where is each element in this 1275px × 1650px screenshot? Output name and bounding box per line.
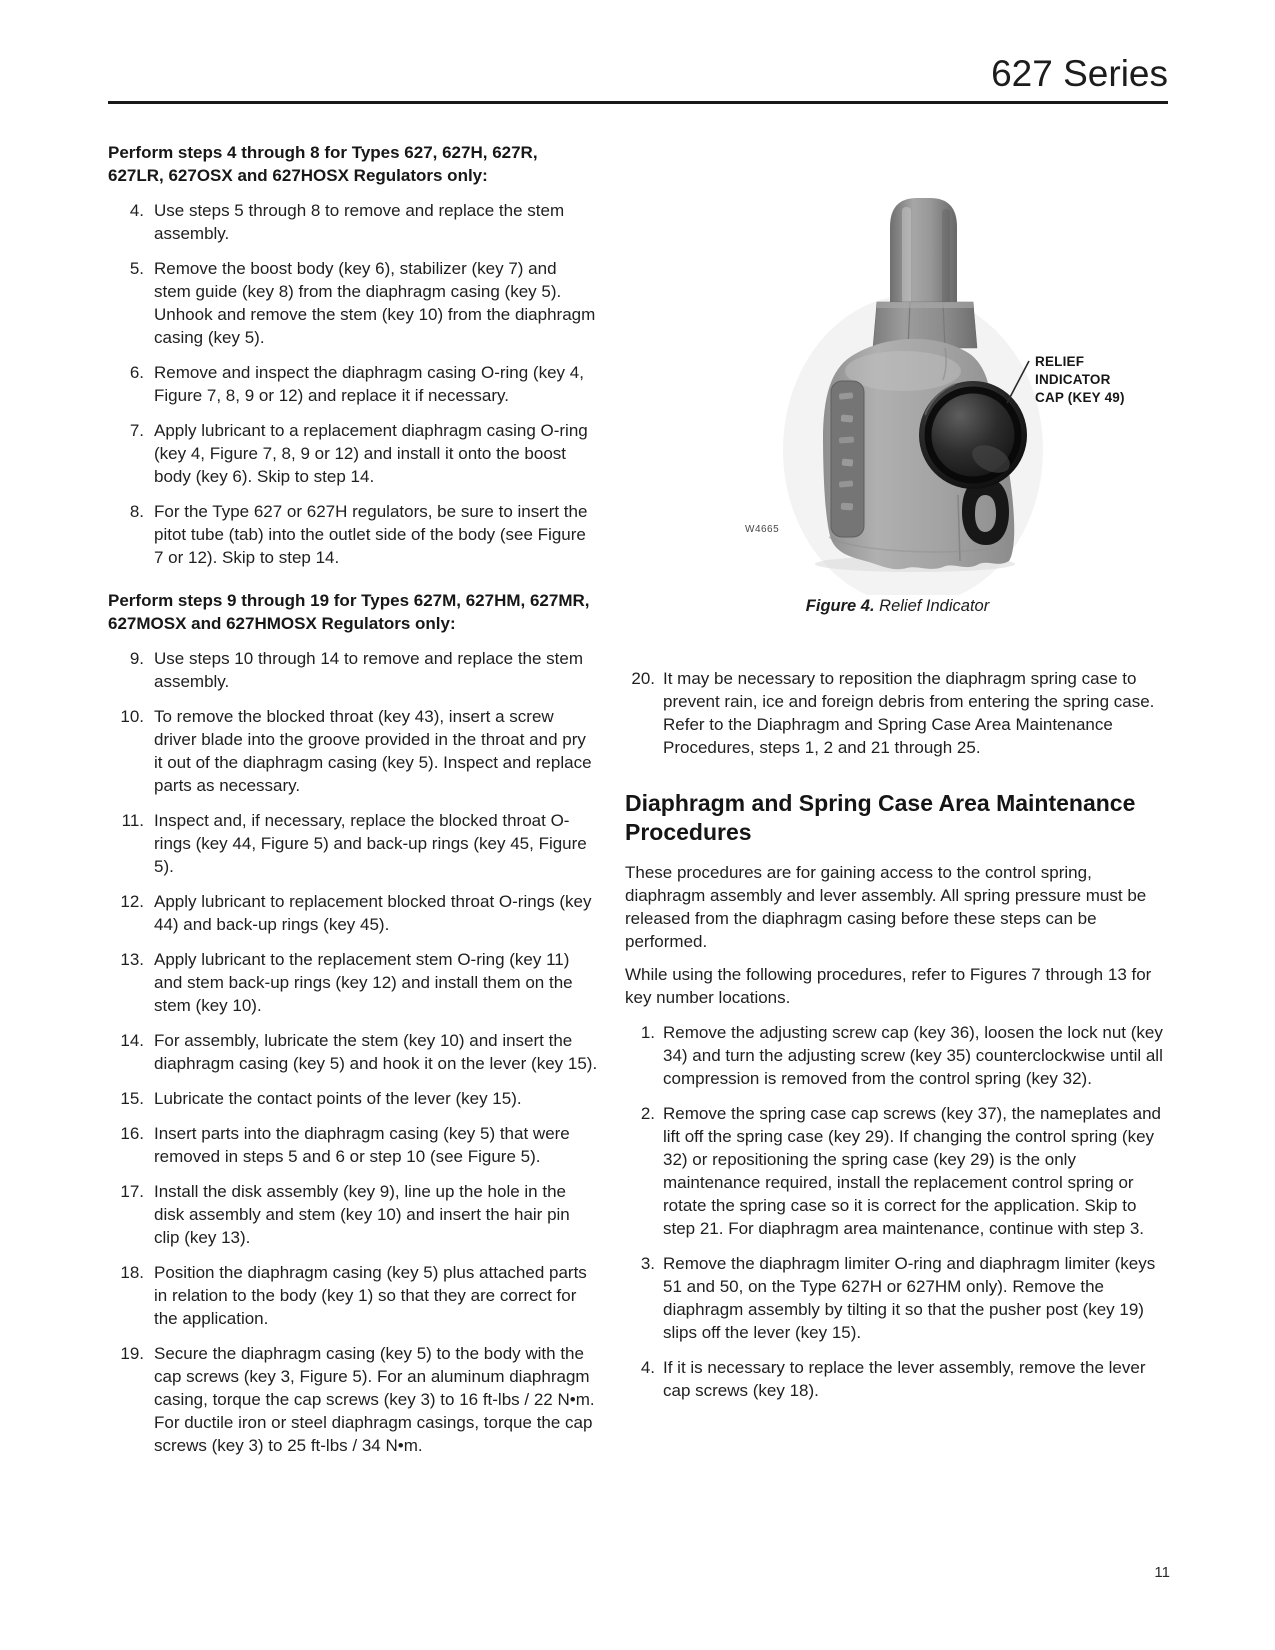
step-text: Inspect and, if necessary, replace the blocked throat O-rings (key 44, Figure 5) and back-up rings (key 45, Figure 5). xyxy=(154,811,587,876)
step-text: Remove and inspect the diaphragm casing O-ring (key 4, Figure 7, 8, 9 or 12) and replace it if necessary. xyxy=(154,363,584,405)
step-number: 20. xyxy=(631,669,655,688)
group-heading-a: Perform steps 4 through 8 for Types 627, 627H, 627R, 627LR, 627OSX and 627HOSX Regulators only: xyxy=(108,143,538,185)
step-text: If it is necessary to replace the lever assembly, remove the lever cap screws (key 18). xyxy=(663,1358,1146,1400)
callout-line: CAP (KEY 49) xyxy=(1035,390,1125,405)
embossed-strip xyxy=(831,381,864,537)
step-text: To remove the blocked throat (key 43), insert a screw driver blade into the groove provided in the throat and pry it out of the diaphragm casing (key 5). Inspect and replace parts as necessary. xyxy=(154,707,592,795)
section-paragraph-2: While using the following procedures, refer to Figures 7 through 13 for key number locations. xyxy=(625,965,1152,1007)
step-number: 13. xyxy=(120,950,144,969)
list-item xyxy=(108,809,598,878)
photo-reference-code: W4665 xyxy=(745,524,780,535)
step-number: 10. xyxy=(120,707,144,726)
valve-stem xyxy=(890,198,957,310)
list-item xyxy=(108,1087,598,1110)
step-20-list xyxy=(625,667,1170,759)
step-text: For assembly, lubricate the stem (key 10) and insert the diaphragm casing (key 5) and hook it on the lever (key 15). xyxy=(154,1031,598,1073)
list-item xyxy=(108,1180,598,1249)
step-text: Remove the spring case cap screws (key 37), the nameplates and lift off the spring case (key 29). If changing the control spring (key 32) or repositioning the spring case (key 29) is the only maintenance required, install the replacement control spring or rotate the spring case so it is correct for the application. Skip to step 21. For diaphragm area maintenance, continue with step 3. xyxy=(663,1104,1161,1238)
list-item xyxy=(625,1102,1170,1240)
list-item xyxy=(108,361,598,407)
group-heading-b: Perform steps 9 through 19 for Types 627M, 627HM, 627MR, 627MOSX and 627HMOSX Regulators only: xyxy=(108,591,590,633)
step-number: 2. xyxy=(640,1104,655,1123)
step-number: 6. xyxy=(129,363,144,382)
right-column xyxy=(625,165,1170,1402)
list-item xyxy=(108,1261,598,1330)
step-text: Insert parts into the diaphragm casing (key 5) that were removed in steps 5 and 6 or step 10 (see Figure 5). xyxy=(154,1124,570,1166)
list-item xyxy=(108,419,598,488)
step-number: 17. xyxy=(120,1182,144,1201)
step-number: 18. xyxy=(120,1263,144,1282)
doc-title: 627 Series xyxy=(991,53,1168,94)
callout-line: RELIEF xyxy=(1035,354,1085,369)
step-text: Remove the adjusting screw cap (key 36), loosen the lock nut (key 34) and turn the adjusting screw (key 35) counterclockwise until all compression is removed from the control spring (key 32). xyxy=(663,1023,1163,1088)
step-text: Apply lubricant to a replacement diaphragm casing O-ring (key 4, Figure 7, 8, 9 or 12) and install it onto the boost body (key 6). Skip to step 14. xyxy=(154,421,588,486)
step-text: Position the diaphragm casing (key 5) plus attached parts in relation to the body (key 1) so that they are correct for the application. xyxy=(154,1263,587,1328)
list-item xyxy=(625,667,1170,759)
list-item xyxy=(108,1029,598,1075)
step-number: 3. xyxy=(640,1254,655,1273)
maintenance-steps-list xyxy=(625,1021,1170,1402)
list-item xyxy=(108,705,598,797)
step-number: 8. xyxy=(129,502,144,521)
list-item xyxy=(108,257,598,349)
callout-line: INDICATOR xyxy=(1035,372,1111,387)
step-number: 19. xyxy=(120,1344,144,1363)
left-column xyxy=(108,141,598,1457)
step-text: Apply lubricant to replacement blocked throat O-rings (key 44) and back-up rings (key 45). xyxy=(154,892,592,934)
list-item xyxy=(108,1122,598,1168)
step-number: 14. xyxy=(120,1031,144,1050)
step-text: Remove the diaphragm limiter O-ring and diaphragm limiter (keys 51 and 50, on the Type 627H or 627HM only). Remove the diaphragm assembly by tilting it so that the pusher post (key 19) slips off the lever (key 15). xyxy=(663,1254,1156,1342)
header-rule xyxy=(108,101,1168,104)
step-text: Lubricate the contact points of the lever (key 15). xyxy=(154,1089,522,1108)
step-text: Secure the diaphragm casing (key 5) to the body with the cap screws (key 3, Figure 5). For an aluminum diaphragm casing, torque the cap screws (key 3) to 16 ft-lbs / 22 N•m. For ductile iron or steel diaphragm casings, torque the cap screws (key 3) to 25 ft-lbs / 34 N•m. xyxy=(154,1344,595,1455)
list-item xyxy=(108,647,598,693)
figure-caption-text: Relief Indicator xyxy=(874,597,990,615)
list-item xyxy=(625,1356,1170,1402)
step-number: 7. xyxy=(129,421,144,440)
list-item xyxy=(625,1252,1170,1344)
step-number: 4. xyxy=(129,201,144,220)
list-item xyxy=(108,199,598,245)
step-number: 4. xyxy=(640,1358,655,1377)
step-text: Use steps 10 through 14 to remove and replace the stem assembly. xyxy=(154,649,584,691)
section-heading: Diaphragm and Spring Case Area Maintenance Procedures xyxy=(625,790,1136,845)
list-item xyxy=(625,1021,1170,1090)
steps-list-b xyxy=(108,647,598,1457)
step-text: For the Type 627 or 627H regulators, be sure to insert the pitot tube (tab) into the outlet side of the body (see Figure 7 or 12). Skip to step 14. xyxy=(154,502,588,567)
step-text: Install the disk assembly (key 9), line up the hole in the disk assembly and stem (key 10) and insert the hair pin clip (key 13). xyxy=(154,1182,570,1247)
step-text: Use steps 5 through 8 to remove and replace the stem assembly. xyxy=(154,201,565,243)
step-number: 9. xyxy=(129,649,144,668)
step-number: 5. xyxy=(129,259,144,278)
page-number: 11 xyxy=(1154,1564,1170,1581)
figure-callout-label xyxy=(1035,353,1125,407)
list-item xyxy=(108,890,598,936)
steps-list-a xyxy=(108,199,598,569)
figure-caption-number: Figure 4. xyxy=(805,597,875,615)
figure-relief-indicator xyxy=(625,165,1170,635)
step-text: Apply lubricant to the replacement stem O-ring (key 11) and stem back-up rings (key 12) and install them on the stem (key 10). xyxy=(154,950,573,1015)
step-number: 1. xyxy=(640,1023,655,1042)
step-text: Remove the boost body (key 6), stabilizer (key 7) and stem guide (key 8) from the diaphragm casing (key 5). Unhook and remove the stem (key 10) from the diaphragm casing (key 5). xyxy=(154,259,596,347)
list-item xyxy=(108,1342,598,1457)
step-number: 16. xyxy=(120,1124,144,1143)
step-number: 11. xyxy=(121,811,144,830)
step-text: It may be necessary to reposition the diaphragm spring case to prevent rain, ice and foreign debris from entering the spring case. Refer to the Diaphragm and Spring Case Area Maintenance Procedures, steps 1, 2 and 21 through 25. xyxy=(663,669,1155,757)
figure-caption xyxy=(625,597,1170,616)
list-item xyxy=(108,948,598,1017)
list-item xyxy=(108,500,598,569)
section-paragraph-1: These procedures are for gaining access to the control spring, diaphragm assembly and lever assembly. All spring pressure must be released from the diaphragm casing before these steps can be performed. xyxy=(625,863,1147,951)
step-number: 12. xyxy=(120,892,144,911)
step-number: 15. xyxy=(120,1089,144,1108)
